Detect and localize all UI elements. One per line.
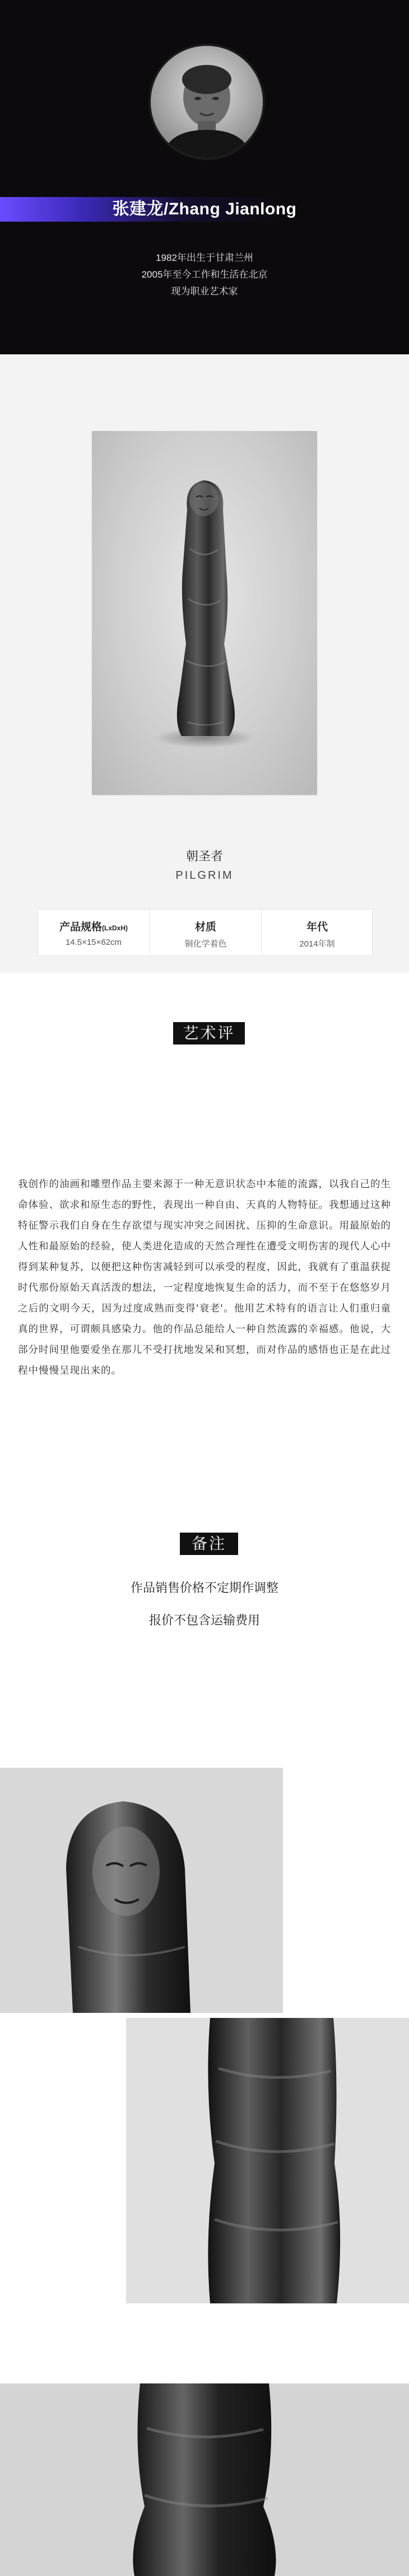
spec-material-label: 材质: [194, 921, 216, 933]
spec-year: [261, 910, 373, 956]
notes-heading: 备注: [180, 1533, 238, 1555]
artist-name: 张建龙/Zhang Jianlong: [112, 200, 297, 218]
sculpture-head-image: [0, 1768, 283, 2013]
spec-material-value: 铜化学着色: [184, 939, 227, 949]
sculpture-image: [92, 431, 317, 795]
spec-size-value: 14.5×15×62cm: [65, 938, 122, 947]
note-price: 作品销售价格不定期作调整: [130, 1581, 278, 1595]
spec-table: [38, 909, 373, 956]
sculpture-body-image: [126, 2018, 409, 2303]
spec-size: [38, 910, 149, 956]
bio-line-profession: 现为职业艺术家: [171, 286, 238, 297]
artist-avatar: [148, 44, 265, 160]
spec-year-label: 年代: [306, 921, 328, 933]
bio-line-birth: 1982年出生于甘肃兰州: [156, 252, 253, 263]
detail-photo-head: [0, 1768, 283, 2013]
artwork-photo: [92, 431, 317, 795]
spec-size-label-unit: (LxDxH): [102, 924, 128, 932]
detail-photo-body: [126, 2018, 409, 2303]
artwork-title: 朝圣者: [185, 849, 223, 863]
note-shipping: 报价不包含运输费用: [148, 1613, 260, 1627]
artwork-title-en: PILGRIM: [175, 869, 234, 882]
bio-line-work: 2005年至今工作和生活在北京: [141, 269, 268, 280]
spec-size-label-main: 产品规格: [59, 921, 102, 933]
avatar-portrait-icon: [151, 46, 263, 158]
detail-photo-base: [0, 2383, 409, 2576]
spec-size-label: [38, 919, 149, 934]
spec-year-value: 2014年制: [299, 939, 335, 949]
critique-body: 我创作的油画和雕塑作品主要来源于一种无意识状态中本能的流露，以我自己的生命体验、欲求和原生态的野性，表现出一种自由、天真的人物特征。我想通过这种特征警示我们自身在生存欲望与现实冲突之间困扰、压抑的生命意识。用最原始的人性和最原始的经验，使人类进化造成的天然合理性在遭受文明伤害的现代人心中得到某种复苏，以便把这种伤害减轻到可以承受的程度，因此，我就有了重温获捉时代那份原始天真活泼的想法，一定程度地恢复生命的活力，而不至于在悠悠岁月之后的文明今天，因为过度成熟而变得'衰老'。他用艺术特有的语言让人们重归童真的世界，可谓颇具感染力。他的作品总能给人一种自然流露的幸福感。他说，大部分时间里他要爱坐在那儿不受打扰地发呆和冥想，而对作品的感悟也正是在此过程中慢慢呈现出来的。: [18, 1179, 391, 1376]
sculpture-base-image: [0, 2383, 409, 2576]
spec-material: [150, 910, 261, 956]
critique-heading: 艺术评价: [173, 1022, 245, 1045]
